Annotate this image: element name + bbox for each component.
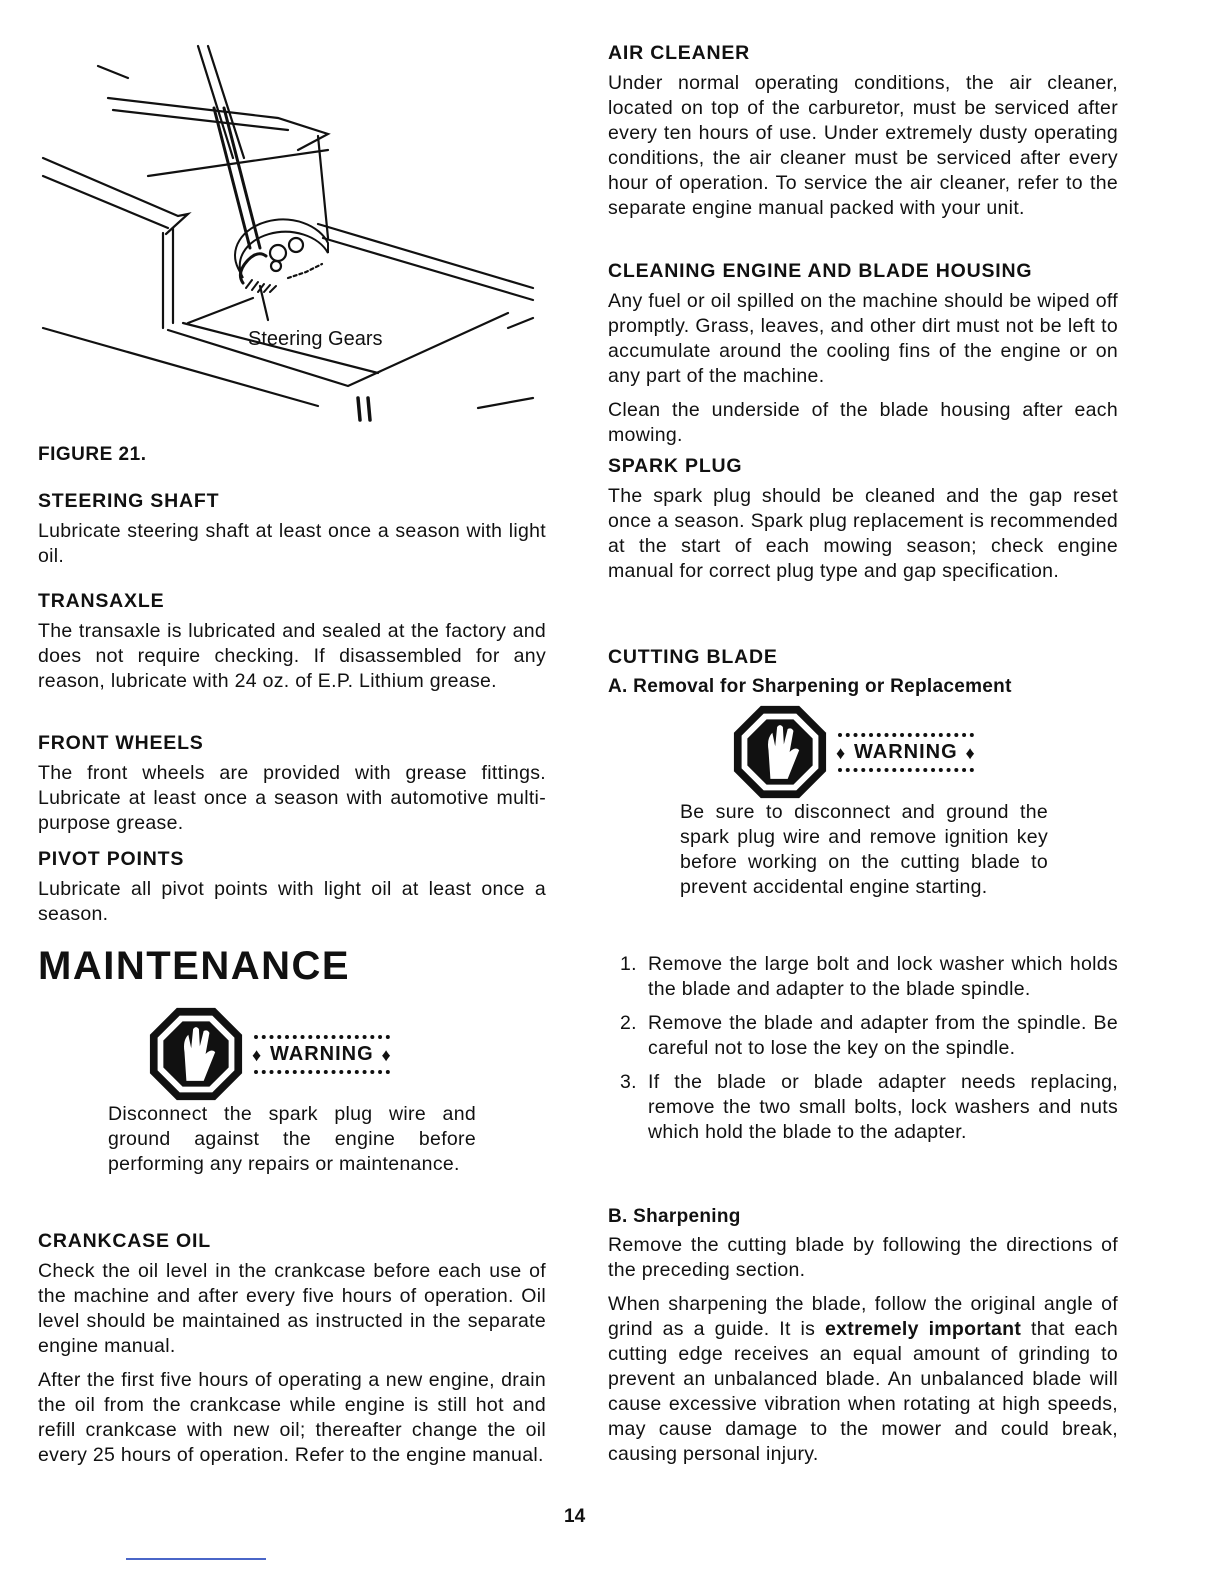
sharpening-subheading: B. Sharpening xyxy=(608,1206,741,1227)
cleaning-text-2: Clean the underside of the blade housing after each mowing. xyxy=(608,399,1118,446)
maintenance-title: MAINTENANCE xyxy=(38,944,351,988)
sharpening-text-2-start: When sharpening the blade, follow the original angle of grind as a guide. It is xyxy=(608,1293,1118,1340)
air-cleaner-text: Under normal operating conditions, the air cleaner, located on top of the carburetor, must be serviced after every ten hours of use. Under extremely dusty operating conditions, the air cleaner must be serviced after every hour of operation. To service the air cleaner, refer to the separate engine manual packed with your unit. xyxy=(608,72,1118,219)
transaxle-section xyxy=(38,588,546,694)
cutting-blade-heading: CUTTING BLADE xyxy=(608,646,778,668)
spark-plug-section xyxy=(608,453,1118,584)
maintenance-warning-text: Disconnect the spark plug wire and ground against the engine before performing any repairs or maintenance. xyxy=(108,1103,476,1175)
warning-label: ♦ WARNING ♦ xyxy=(254,1035,390,1074)
transaxle-text: The transaxle is lubricated and sealed at the factory and does not require checking. If disassembled for any reason, lubricate with 24 oz. of E.P. Lithium grease. xyxy=(38,620,546,692)
list-item xyxy=(608,1011,1118,1061)
step-number: 3. xyxy=(620,1071,637,1093)
blade-warning-text: Be sure to disconnect and ground the spark plug wire and remove ignition key before working on the cutting blade to prevent accidental engine starting. xyxy=(680,801,1048,898)
step-text: If the blade or blade adapter needs replacing, remove the two small bolts, lock washers and nuts which hold the blade to the adapter. xyxy=(648,1071,1118,1143)
steering-gears-illustration xyxy=(38,38,538,428)
spark-plug-heading: SPARK PLUG xyxy=(608,455,743,477)
stop-hand-icon xyxy=(732,704,828,800)
stop-hand-icon xyxy=(148,1006,244,1102)
steering-shaft-section xyxy=(38,488,546,569)
front-wheels-section xyxy=(38,730,546,836)
page-number: 14 xyxy=(564,1506,586,1527)
sharpening-text-1: Remove the cutting blade by following the directions of the preceding section. xyxy=(608,1234,1118,1281)
transaxle-heading: TRANSAXLE xyxy=(38,590,165,612)
cleaning-text-1: Any fuel or oil spilled on the machine should be wiped off promptly. Grass, leaves, and other dirt must not be left to accumulate around the cooling fins of the engine or on any part of the machine. xyxy=(608,290,1118,387)
crankcase-oil-section xyxy=(38,1228,546,1468)
crankcase-oil-heading: CRANKCASE OIL xyxy=(38,1230,211,1252)
blade-warning xyxy=(732,704,974,800)
step-text: Remove the blade and adapter from the spindle. Be careful not to lose the key on the spindle. xyxy=(648,1012,1118,1059)
spark-plug-text: The spark plug should be cleaned and the gap reset once a season. Spark plug replacement is recommended at the start of each mowing season; check engine manual for correct plug type and gap specification. xyxy=(608,485,1118,582)
steering-shaft-heading: STEERING SHAFT xyxy=(38,490,220,512)
front-wheels-text: The front wheels are provided with grease fittings. Lubricate at least once a season with automotive multi-purpose grease. xyxy=(38,762,546,834)
removal-subheading: A. Removal for Sharpening or Replacement xyxy=(608,676,1012,697)
cleaning-section xyxy=(608,258,1118,448)
warning-label: ♦ WARNING ♦ xyxy=(838,733,974,772)
pivot-points-heading: PIVOT POINTS xyxy=(38,848,185,870)
crankcase-oil-text-2: After the first five hours of operating a new engine, drain the oil from the crankcase while engine is still hot and refill crankcase with new oil; thereafter change the oil every 25 hours of operation. Refer to the engine manual. xyxy=(38,1369,546,1466)
cutting-blade-section xyxy=(608,644,1118,700)
air-cleaner-heading: AIR CLEANER xyxy=(608,42,751,64)
sharpening-section xyxy=(608,1204,1118,1467)
steering-gears-callout: Steering Gears xyxy=(248,328,383,350)
emphasis-text: extremely important xyxy=(825,1318,1022,1340)
maintenance-warning xyxy=(148,1006,390,1102)
air-cleaner-section xyxy=(608,40,1118,221)
footer-rule xyxy=(126,1558,266,1560)
pivot-points-text: Lubricate all pivot points with light oil at least once a season. xyxy=(38,878,546,925)
pivot-points-section xyxy=(38,846,546,927)
sharpening-text-2 xyxy=(608,1292,1118,1467)
removal-steps xyxy=(608,952,1118,1154)
steering-shaft-text: Lubricate steering shaft at least once a season with light oil. xyxy=(38,520,546,567)
step-number: 2. xyxy=(620,1012,637,1034)
step-text: Remove the large bolt and lock washer which holds the blade and adapter to the blade spindle. xyxy=(648,953,1118,1000)
figure-caption: FIGURE 21. xyxy=(38,444,147,465)
sharpening-text-2-end: that each cutting edge receives an equal amount of grinding to prevent an unbalanced blade. An unbalanced blade will cause excessive vibration when rotating at high speeds, may cause damage to the mower and could break, causing personal injury. xyxy=(608,1318,1118,1465)
list-item xyxy=(608,1070,1118,1145)
crankcase-oil-text-1: Check the oil level in the crankcase before each use of the machine and after every five hours of operation. Oil level should be maintained as instructed in the separate engine manual. xyxy=(38,1260,546,1357)
list-item xyxy=(608,952,1118,1002)
step-number: 1. xyxy=(620,953,637,975)
front-wheels-heading: FRONT WHEELS xyxy=(38,732,204,754)
cleaning-heading: CLEANING ENGINE AND BLADE HOUSING xyxy=(608,260,1033,282)
